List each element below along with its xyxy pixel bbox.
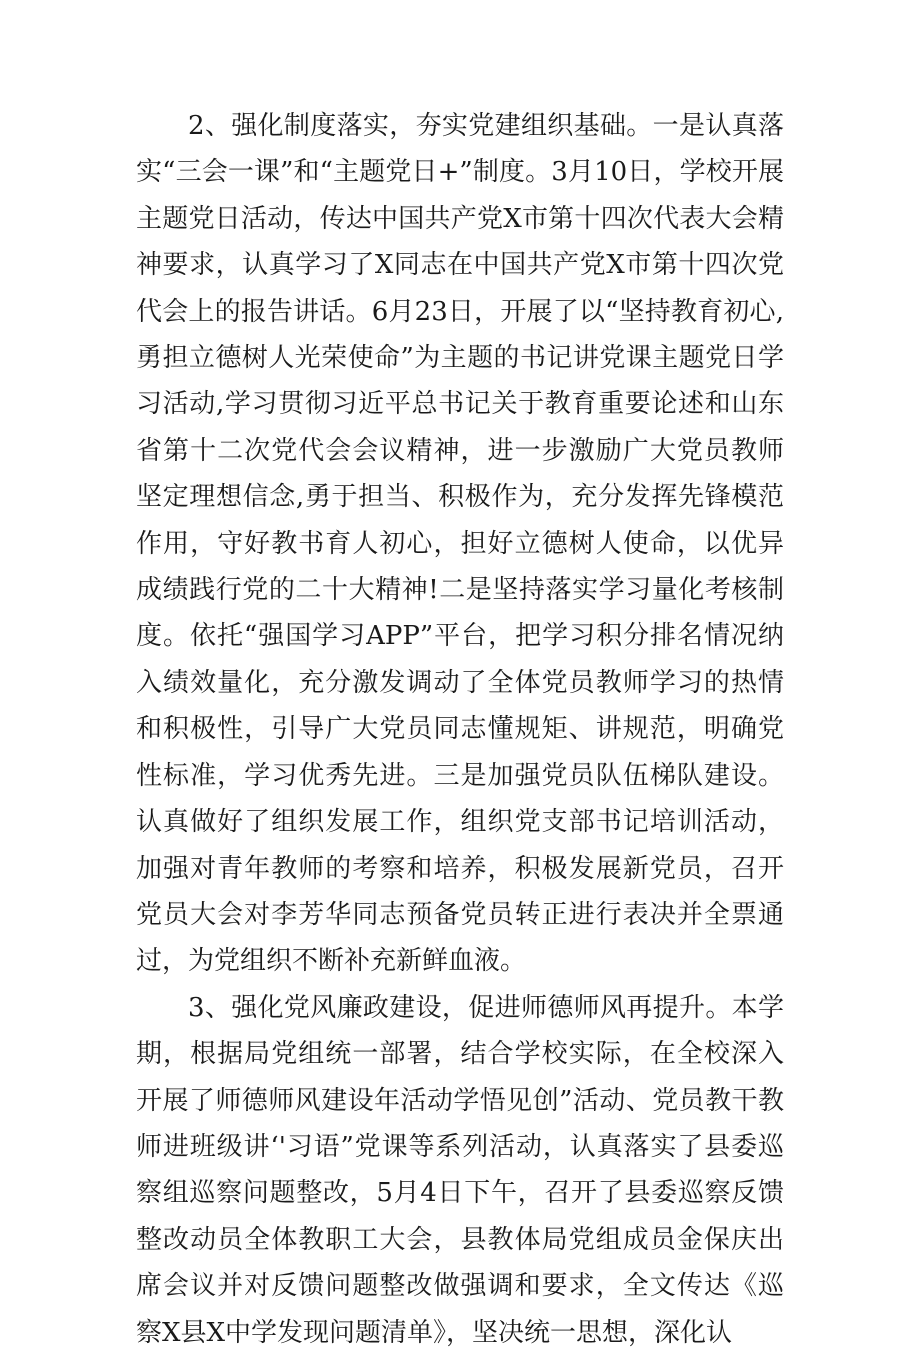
paragraph-clean-governance: 3、强化党风廉政建设，促进师德师风再提升。本学期，根据局党组统一部署，结合学校实际，在全校深入开展了师德师风建设年活动学悟见创”活动、党员教干教师进班级讲‘'习语”党课等系列活动，认真落实了县委巡察组巡察问题整改，5月4日下午，召开了县委巡察反馈整改动员全体教职工大会，县教体局党组成员金保庆出席会议并对反馈问题整改做强调和要求，全文传达《巡察X县X中学发现问题清单》，坚决统一思想，深化认 <box>136 992 784 1348</box>
paragraph-org-foundation: 2、强化制度落实，夯实党建组织基础。一是认真落实“三会一课”和“主题党日+”制度。3月10日，学校开展主题党日活动，传达中国共产党X市第十四次代表大会精神要求，认真学习了X同志在中国共产党X市第十四次党代会上的报告讲话。6月23日，开展了以“坚持教育初心,勇担立德树人光荣使命”为主题的书记讲党课主题党日学习活动,学习贯彻习近平总书记关于教育重要论述和山东省第十二次党代会会议精神，进一步激励广大党员教师坚定理想信念,勇于担当、积极作为，充分发挥先锋模范作用，守好教书育人初心，担好立德树人使命，以优异成绩践行党的二十大精神!二是坚持落实学习量化考核制度。依托“强国学习APP”平台，把学习积分排名情况纳入绩效量化，充分激发调动了全体党员教师学习的热情和积极性，引导广大党员同志懂规矩、讲规范，明确党性标准，学习优秀先进。三是加强党员队伍梯队建设。认真做好了组织发展工作，组织党支部书记培训活动，加强对青年教师的考察和培养，积极发展新党员，召开党员大会对李芳华同志预备党员转正进行表决并全票通过，为党组织不断补充新鲜血液。 <box>136 111 784 977</box>
